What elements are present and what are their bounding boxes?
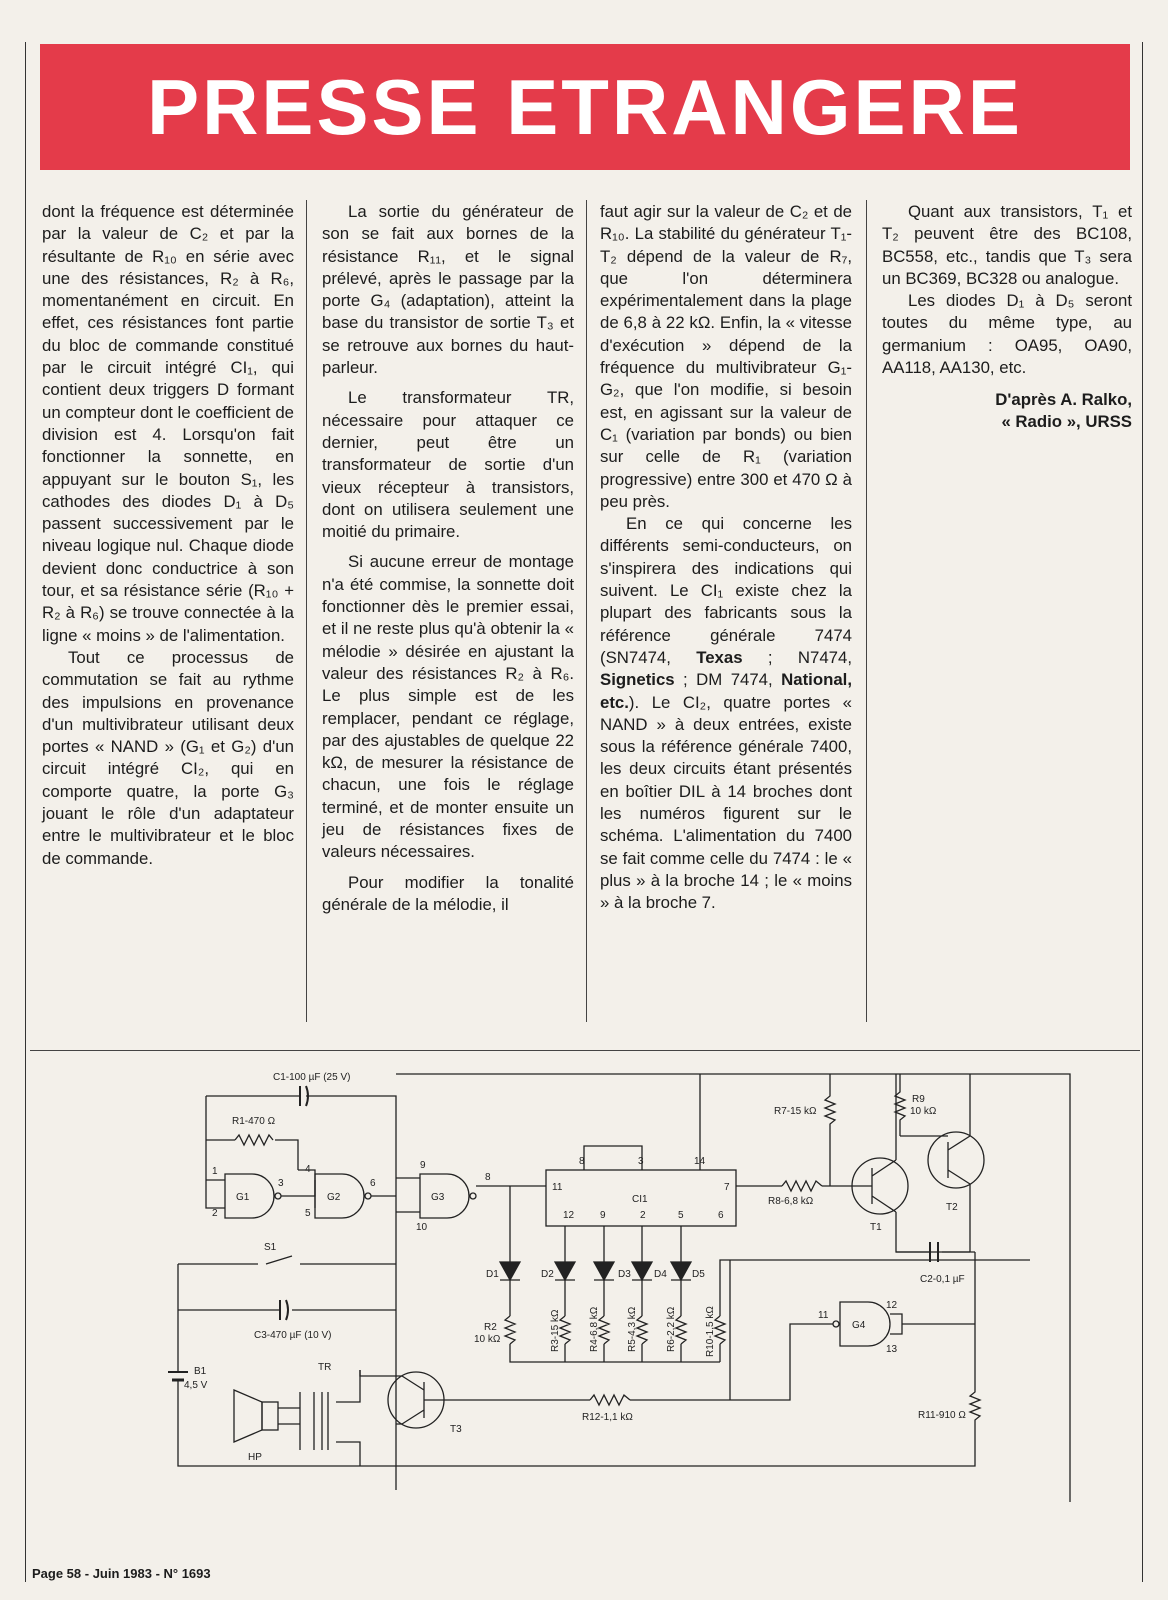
paragraph: Les diodes D₁ à D₅ seront toutes du même type, au germanium : OA95, OA90, AA118, AA130, etc. (882, 291, 1132, 378)
pin-number: 10 (416, 1222, 428, 1233)
gate-inversion-bubble (470, 1193, 476, 1199)
r9-label: R9 (912, 1094, 925, 1105)
r8-label: R8-6,8 kΩ (768, 1196, 814, 1207)
pin-number: 2 (212, 1208, 218, 1219)
resistor-r8 (782, 1181, 822, 1191)
wire (336, 1370, 360, 1466)
wire (896, 1074, 975, 1252)
banner-title: PRESSE ETRANGERE (147, 63, 1023, 151)
pin-number: 9 (600, 1210, 606, 1221)
transistor-t3-leads (402, 1376, 440, 1424)
paragraph: La sortie du générateur de son se fait aux bornes de la résistance R₁₁, et le signal prélevé, après le passage par la porte G₄ (adaptation), atteint la base du transistor de sortie T₃ et se retrouve aux bornes du haut-parleur. (322, 202, 574, 378)
credit-author: D'après A. Ralko, (995, 390, 1132, 410)
transistor-t2 (928, 1132, 984, 1188)
pin-number: 1 (212, 1166, 218, 1177)
g4-label: G4 (852, 1320, 866, 1331)
c3-label: C3-470 µF (10 V) (254, 1330, 332, 1341)
text-column-4 (882, 201, 1132, 433)
gate-g1 (225, 1174, 274, 1218)
wire (510, 1186, 681, 1262)
pin-number: 3 (638, 1156, 644, 1167)
r1-label: R1-470 Ω (232, 1116, 276, 1127)
ci1-label: CI1 (632, 1194, 648, 1205)
pin-number: 2 (640, 1210, 646, 1221)
page-footer: Page 58 - Juin 1983 - N° 1693 (32, 1566, 211, 1581)
gate-inversion-bubble (275, 1193, 281, 1199)
text-run: ; N7474, (742, 647, 852, 667)
gate-g3 (420, 1174, 469, 1218)
r4-label: R4-6,8 kΩ (589, 1306, 600, 1352)
paragraph: Pour modifier la tonalité générale de la mélodie, il (322, 872, 574, 914)
text-run: ; DM 7474, (674, 670, 782, 690)
pin-number: 14 (694, 1156, 706, 1167)
speaker-magnet (262, 1402, 278, 1430)
resistor-r1 (235, 1135, 273, 1145)
wire (206, 1096, 298, 1202)
wire (396, 1178, 546, 1212)
pin-number: 8 (579, 1156, 585, 1167)
pin-number: 9 (420, 1160, 426, 1171)
circuit-schematic (30, 1052, 1135, 1532)
r2-label: R2 (484, 1322, 497, 1333)
d2-label: D2 (541, 1269, 554, 1280)
paragraph (600, 513, 852, 914)
wire (790, 1314, 975, 1392)
paragraph: Si aucune erreur de montage n'a été commise, la sonnette doit fonctionner dès le premier essai, et il ne reste plus qu'à obtenir la « mélodie » désirée en ajustant la valeur des résistances R₂ à R₆. Le plus simple est de les remplacer, pendant ce réglage, par des ajustables de quelque 22 kΩ, de mesurer la résistance de chacun, une fois le réglage terminé, et de monter ensuite un jeu de résistances fixes de valeurs nécessaires. (322, 552, 574, 862)
pin-number: 11 (818, 1310, 829, 1321)
paragraph: dont la fréquence est déterminée par la valeur de C₂ et par la résultante de R₁₀ en série avec une des résistances, R₂ à R₆, momentanément en circuit. En effet, ces résistances font partie du bloc de commande constitué par le circuit intégré CI₁, qui contient deux triggers D formant un compteur dont le coefficient de division est 4. Lorsqu'on fait fonctionner la sonnette, en appuyant sur le bouton S₁, les cathodes des diodes D₁ à D₅ passent successivement par le niveau logique nul. Chaque diode devient donc conductrice à son tour, et sa résistance série (R₁₀ + R₂ à R₆) se trouve connectée à la ligne « moins » de l'alimentation. (42, 202, 294, 645)
d1-label: D1 (486, 1269, 499, 1280)
r3-label: R3-15 kΩ (550, 1309, 561, 1352)
pin-number: 13 (886, 1344, 898, 1355)
s1-label: S1 (264, 1242, 277, 1253)
transistor-t2-leads (900, 1074, 970, 1252)
pin-number: 3 (278, 1178, 284, 1189)
r9-value: 10 kΩ (910, 1106, 937, 1117)
speaker-hp (234, 1390, 262, 1442)
wire (206, 1180, 315, 1208)
text-column-3 (600, 201, 852, 915)
hp-label: HP (248, 1452, 262, 1463)
wire (178, 1380, 975, 1466)
capacitor-plate (286, 1300, 288, 1320)
r7-label: R7-15 kΩ (774, 1106, 817, 1117)
c1-label: C1-100 µF (25 V) (273, 1072, 351, 1083)
resistor-r12 (590, 1395, 630, 1405)
resistor-r7 (825, 1074, 835, 1186)
r6-label: R6-2,2 kΩ (666, 1306, 677, 1352)
resistor (505, 1316, 725, 1344)
paragraph: faut agir sur la valeur de C₂ et de R₁₀. La stabilité du générateur T₁-T₂ dépend de la valeur de R₇, que l'on déterminera expérimentalement dans la plage de 6,8 à 22 kΩ. Enfin, la « vitesse d'exécution » dépend de la fréquence du multivibrateur G₁-G₂, que l'on modifie, si besoin est, en agissant sur la valeur de C₁ (variation par bonds) ou bien sur celle de R₁ (variation progressive) entre 300 et 470 Ω à peu près. (600, 202, 852, 511)
r5-label: R5-4,3 kΩ (627, 1306, 638, 1352)
article-credit (882, 389, 1132, 433)
pin-number: 12 (886, 1300, 898, 1311)
pin-number: 8 (485, 1172, 491, 1183)
transformer-tr (278, 1392, 328, 1450)
r12-label: R12-1,1 kΩ (582, 1412, 633, 1423)
wire (298, 1170, 396, 1208)
g1-label: G1 (236, 1192, 250, 1203)
page-frame-right (1142, 42, 1143, 1582)
b1-value: 4,5 V (184, 1380, 208, 1391)
pin-number: 5 (305, 1208, 311, 1219)
gate-inversion-bubble (833, 1321, 839, 1327)
pin-number: 7 (724, 1182, 730, 1193)
text-column-1 (42, 201, 294, 870)
pin-number: 12 (563, 1210, 575, 1221)
d5-label: D5 (692, 1269, 705, 1280)
t1-label: T1 (870, 1222, 882, 1233)
text-column-2 (322, 201, 574, 916)
paragraph: Tout ce processus de commutation se fait au rythme des impulsions en provenance d'un multivibrateur utilisant deux portes « NAND » (G₁ et G₂) d'un circuit intégré CI₂, qui en comporte quatre, la porte G₃ jouant le rôle d'un adaptateur entre le multivibrateur et le bloc de commande. (42, 647, 294, 868)
t2-label: T2 (946, 1202, 958, 1213)
r11-label: R11-910 Ω (918, 1410, 966, 1421)
r2-value: 10 kΩ (474, 1334, 501, 1345)
switch-s1 (178, 1256, 396, 1264)
g3-label: G3 (431, 1192, 445, 1203)
wire (396, 1074, 1070, 1502)
column-divider (586, 200, 587, 1022)
gate-inversion-bubble (365, 1193, 371, 1199)
tr-label: TR (318, 1362, 332, 1373)
brand-name: National, etc. (600, 670, 852, 712)
c2-label: C2-0,1 µF (920, 1274, 965, 1285)
b1-label: B1 (194, 1366, 207, 1377)
text-run: En ce qui concerne les différents semi-conducteurs, on s'inspirera des indications qui suivent. Le CI₁ existe chez la plupart des fabricants sous la référence générale 7474 (SN7474, (600, 514, 852, 667)
paragraph: Le transformateur TR, nécessaire pour attaquer ce dernier, peut être un transformateur de sortie d'un vieux récepteur à transistors, dont on utilisera seulement une moitié du primaire. (322, 388, 574, 542)
g2-label: G2 (327, 1192, 341, 1203)
brand-name: Signetics (600, 670, 675, 690)
brand-name: Texas (696, 647, 743, 667)
paragraph: Quant aux transistors, T₁ et T₂ peuvent être des BC108, BC558, etc., tandis que T₃ sera un BC369, BC328 ou analogue. (882, 202, 1132, 288)
pin-number: 6 (718, 1210, 724, 1221)
t3-label: T3 (450, 1424, 462, 1435)
schematic-divider (30, 1050, 1140, 1051)
d4-label: D4 (654, 1269, 667, 1280)
resistor-r11 (970, 1252, 980, 1462)
column-divider (306, 200, 307, 1022)
r10-label: R10-1,5 kΩ (705, 1306, 716, 1357)
column-divider (866, 200, 867, 1022)
pin-number: 4 (305, 1164, 311, 1175)
d3-label: D3 (618, 1269, 631, 1280)
section-banner (40, 44, 1130, 170)
pin-number: 5 (678, 1210, 684, 1221)
pin-number: 6 (370, 1178, 376, 1189)
pin-number: 11 (552, 1182, 563, 1193)
text-run: ). Le CI₂, quatre portes « NAND » à deux entrées, existe sous la référence générale 7400, les deux circuits étant présentés en boîtier DIL à 14 broches dont les numéros figurent sur le schéma. L'alimentation du 7400 se fait comme celle du 7474 : le « plus » à la broche 14 ; le « moins » à la broche 7. (600, 692, 852, 913)
page-frame-left (25, 42, 26, 1582)
credit-source: « Radio », URSS (1001, 412, 1132, 432)
